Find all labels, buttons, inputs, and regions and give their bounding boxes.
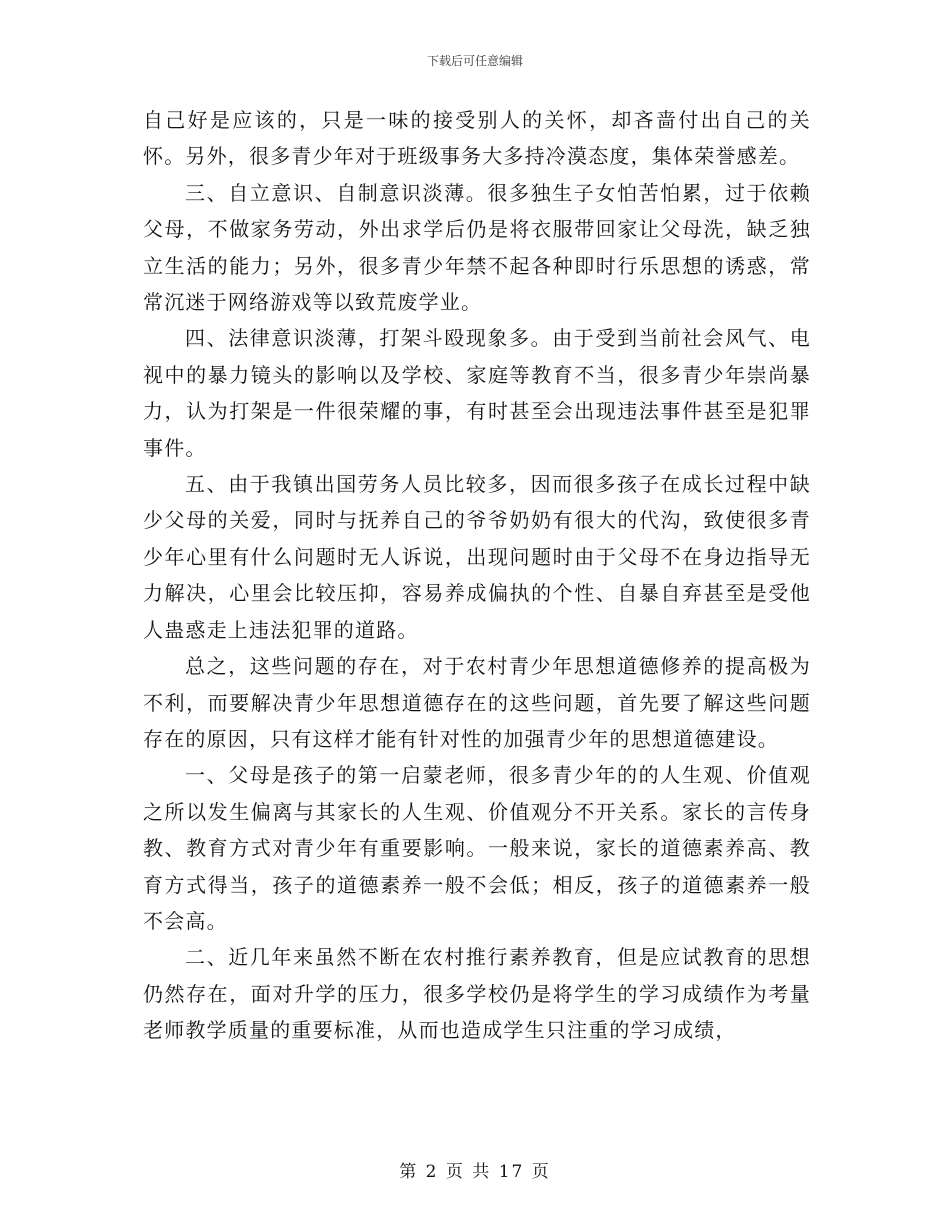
paragraph-4: 五、由于我镇出国劳务人员比较多，因而很多孩子在成长过程中缺少父母的关爱，同时与抚养自己的爷爷奶奶有很大的代沟，致使很多青少年心里有什么问题时无人诉说，出现问题时由于父母不在身边指导无力解决，心里会比较压抑，容易养成偏执的个性、自暴自弃甚至是受他人蛊惑走上违法犯罪的道路。 [143, 472, 811, 642]
paragraph-6: 一、父母是孩子的第一启蒙老师，很多青少年的的人生观、价值观之所以发生偏离与其家长的人生观、价值观分不开关系。家长的言传身教、教育方式对青少年有重要影响。一般来说，家长的道德素养高、教育方式得当，孩子的道德素养一般不会低；相反，孩子的道德素养一般不会高。 [143, 763, 811, 933]
page-header: 下载后可任意编辑 [426, 54, 523, 68]
paragraph-1: 自己好是应该的，只是一味的接受别人的关怀，却吝啬付出自己的关怀。另外，很多青少年对于班级事务大多持冷漠态度，集体荣誉感差。 [143, 108, 811, 169]
paragraph-2: 三、自立意识、自制意识淡薄。很多独生子女怕苦怕累，过于依赖父母，不做家务劳动，外出求学后仍是将衣服带回家让父母洗，缺乏独立生活的能力；另外，很多青少年禁不起各种即时行乐思想的诱惑，常常沉迷于网络游戏等以致荒废学业。 [143, 180, 811, 315]
document-body [143, 102, 811, 1049]
paragraph-7: 二、近几年来虽然不断在农村推行素养教育，但是应试教育的思想仍然存在，面对升学的压力，很多学校仍是将学生的学习成绩作为考量老师教学质量的重要标准，从而也造成学生只注重的学习成绩， [143, 945, 811, 1043]
paragraph-3: 四、法律意识淡薄，打架斗殴现象多。由于受到当前社会风气、电视中的暴力镜头的影响以及学校、家庭等教育不当，很多青少年崇尚暴力，认为打架是一件很荣耀的事，有时甚至会出现违法事件甚至是犯罪事件。 [143, 326, 811, 460]
page-footer: 第 2 页 共 17 页 [399, 1162, 551, 1182]
paragraph-5: 总之，这些问题的存在，对于农村青少年思想道德修养的提高极为不利，而要解决青少年思想道德存在的这些问题，首先要了解这些问题存在的原因，只有这样才能有针对性的加强青少年的思想道德建设。 [143, 654, 811, 751]
